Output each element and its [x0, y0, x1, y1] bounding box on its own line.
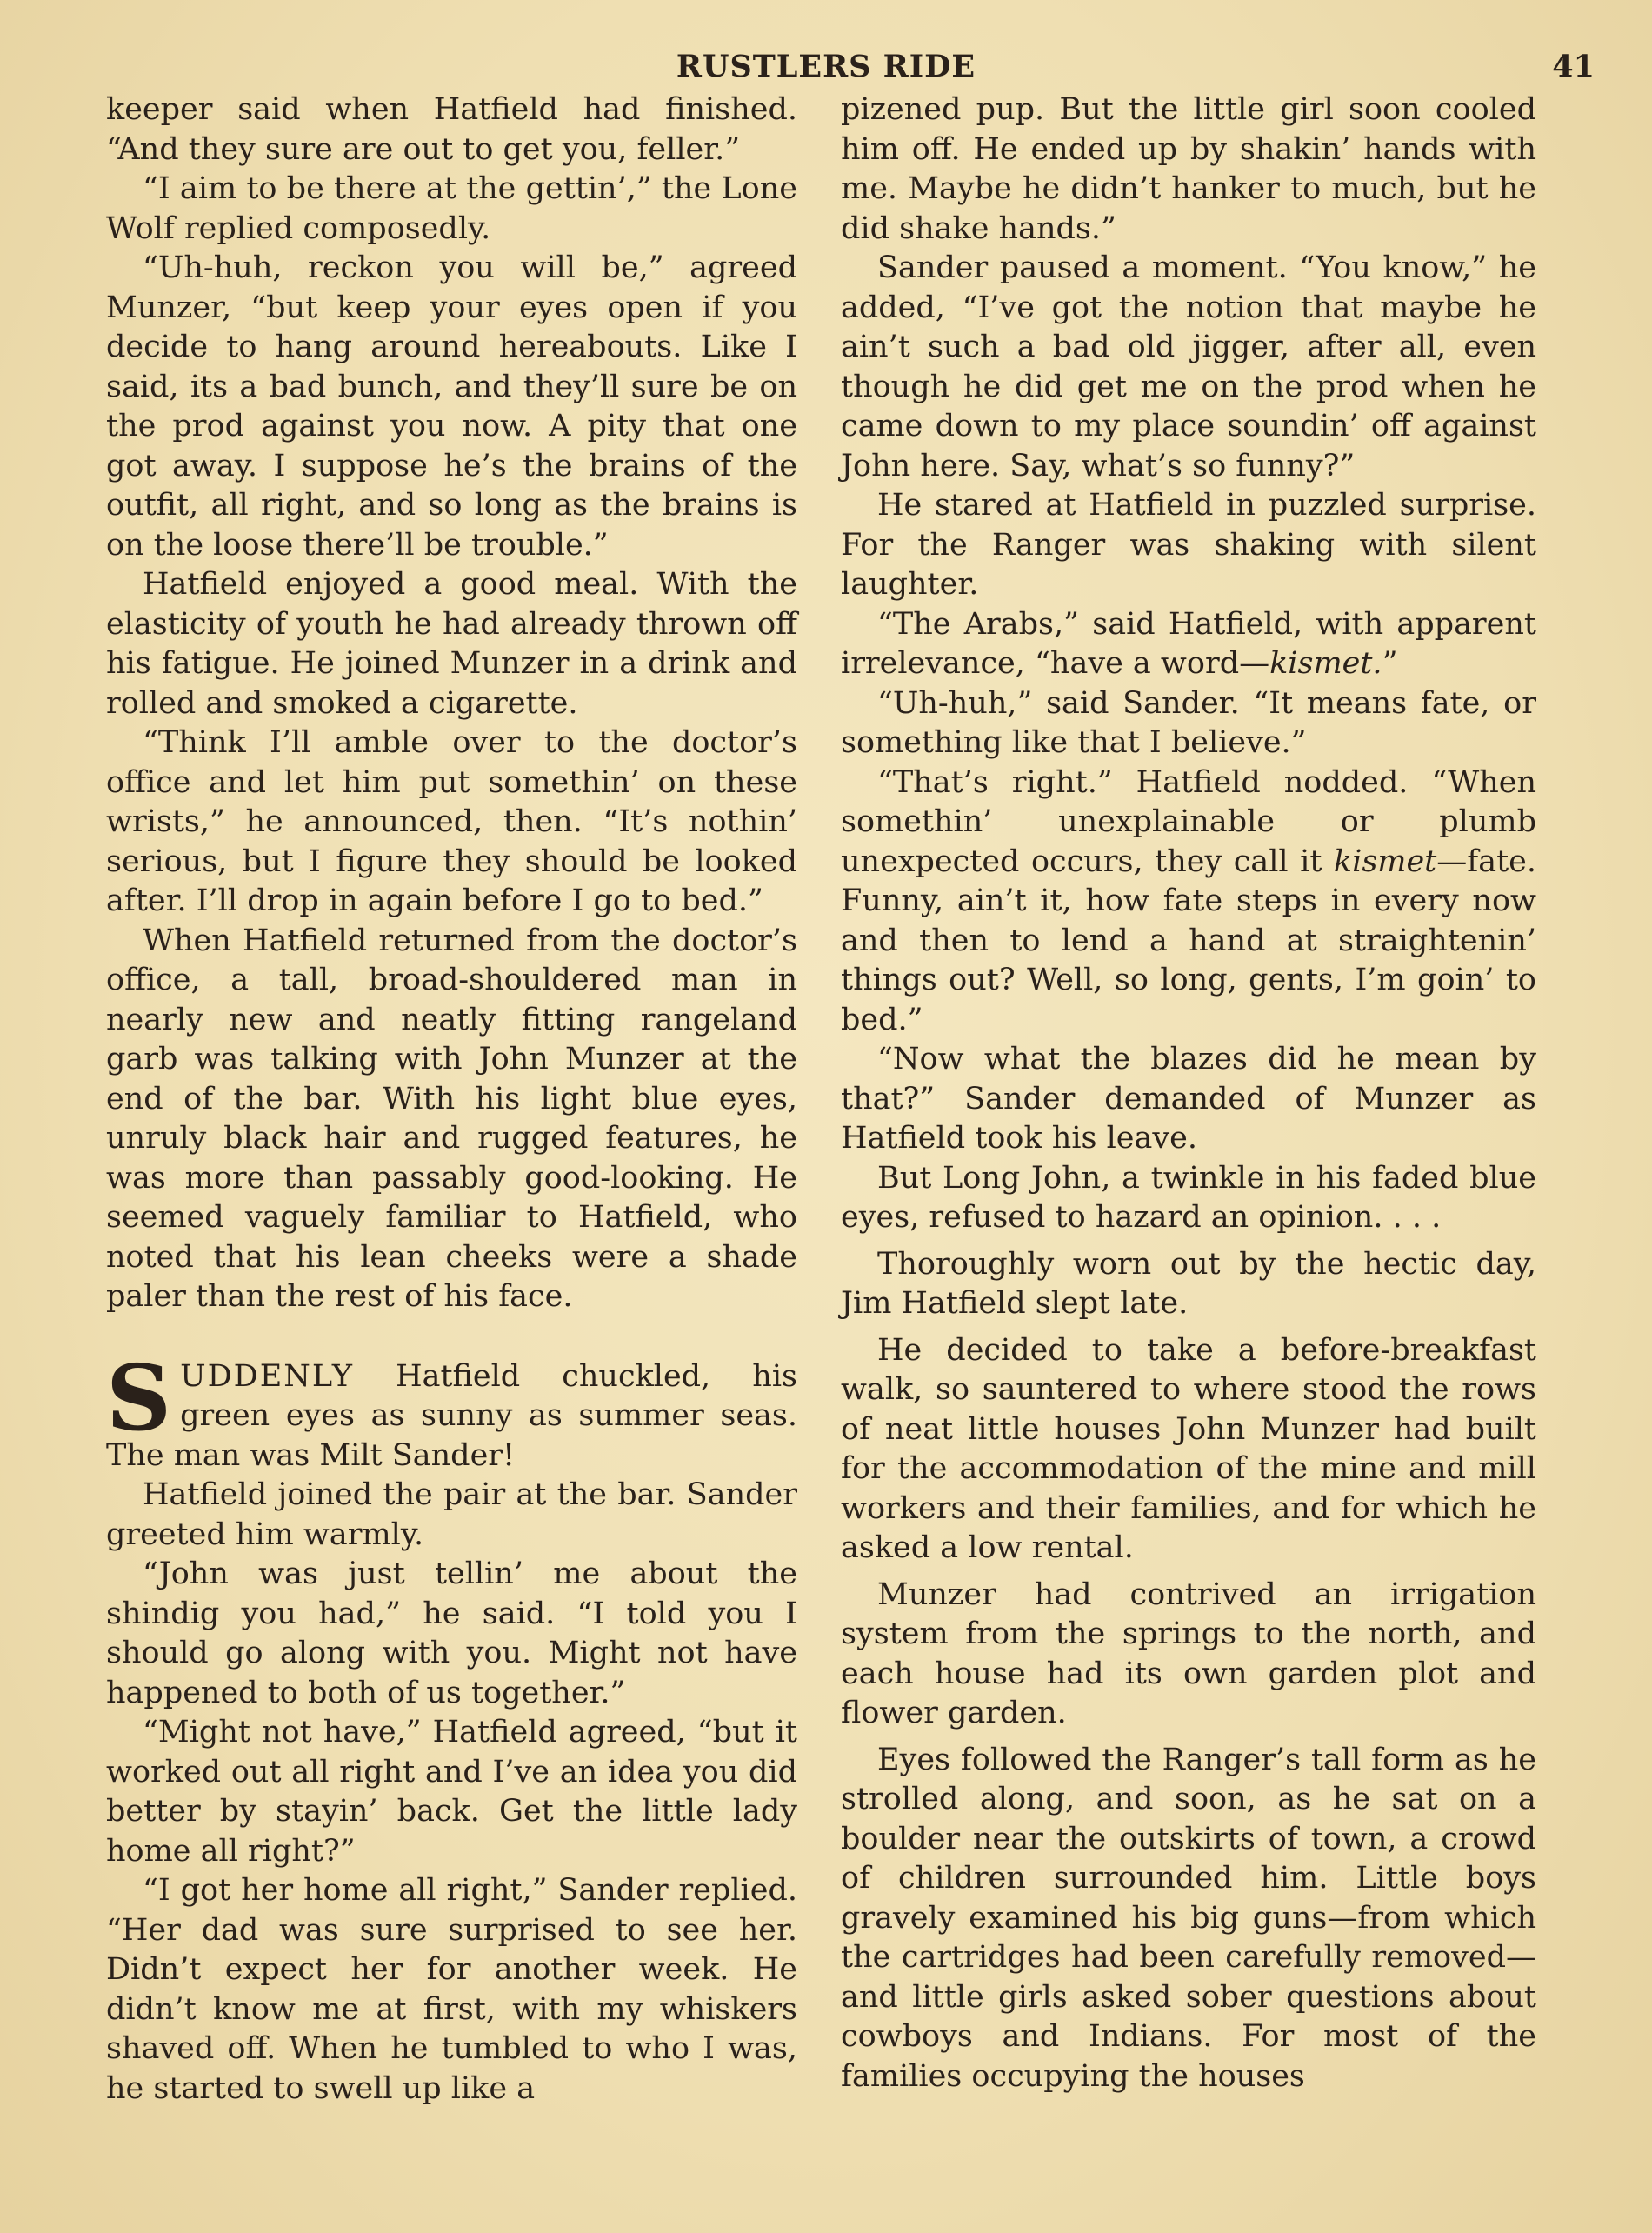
text-run: —fate. Funny, ain’t it, how fate steps in every now and then to lend a hand at straightenin’ things out? Well, so long, gents, I’m goin’ to bed.”	[841, 843, 1536, 1037]
italic-word: kismet.	[1269, 646, 1382, 681]
paragraph: Sander paused a moment. “You know,” he added, “I’ve got the notion that maybe he ain’t such a bad old jigger, after all, even though he did get me on the prod when he came down to my place soundin’ off against John here. Say, what’s so funny?”	[841, 250, 1536, 483]
running-title: RUSTLERS RIDE	[676, 49, 976, 84]
dropcap-lead: UDDENLY	[180, 1358, 355, 1394]
paragraph: “Now what the blazes did he mean by that?” Sander demanded of Munzer as Hatfield took his leave.	[841, 1042, 1536, 1156]
section-break	[106, 1317, 797, 1357]
paragraph: “I got her home all right,” Sander replied. “Her dad was sure surprised to see her. Didn’t expect her for another week. He didn’t know me at first, with my whiskers shaved off. When he tumbled to who I was, he started to swell up like a	[106, 1873, 797, 2106]
paragraph: Eyes followed the Ranger’s tall form as he strolled along, and soon, as he sat on a boulder near the outskirts of town, a crowd of children surrounded him. Little boys gravely examined his big guns—from which the cartridges had been carefully removed—and little girls asked sober questions about cowboys and Indians. For most of the families occupying the houses	[841, 1742, 1536, 2094]
paragraph: Hatfield joined the pair at the bar. Sander greeted him warmly.	[106, 1477, 797, 1552]
paragraph: He decided to take a before-breakfast walk, so sauntered to where stood the rows of neat little houses John Munzer had built for the accommodation of the mine and mill workers and their families, and for which he asked a low rental.	[841, 1332, 1536, 1565]
text-run: “The Arabs,” said Hatfield, with apparent irrelevance, “have a word—	[841, 606, 1536, 681]
section-break	[841, 1734, 1536, 1741]
paragraph: Munzer had contrived an irrigation system from the springs to the north, and each house had its own garden plot and flower garden.	[841, 1576, 1536, 1730]
section-break	[841, 1569, 1536, 1576]
paragraph: Thoroughly worn out by the hectic day, Jim Hatfield slept late.	[841, 1246, 1536, 1321]
paragraph	[841, 763, 1536, 1041]
dropcap-letter: S	[106, 1343, 172, 1451]
paragraph: “John was just tellin’ me about the shindig you had,” he said. “I told you I should go along with you. Might not have happened to both of us together.”	[106, 1556, 797, 1710]
dropcap-rest: Hatfield chuckled, his green eyes as sunny as summer seas. The man was Milt Sander!	[106, 1358, 797, 1473]
paragraph: keeper said when Hatfield had finished. “And they sure are out to get you, feller.”	[106, 92, 797, 167]
text-run: “That’s right.” Hatfield nodded. “When somethin’ unexplainable or plumb unexpected occurs, they call it	[841, 764, 1536, 879]
paragraph: “Uh-huh, reckon you will be,” agreed Munzer, “but keep your eyes open if you decide to hang around hereabouts. Like I said, its a bad bunch, and they’ll sure be on the prod against you now. A pity that one got away. I suppose he’s the brains of the outfit, all right, and so long as the brains is on the loose there’ll be trouble.”	[106, 250, 797, 563]
section-break	[841, 1238, 1536, 1245]
dropcap-paragraph	[106, 1343, 797, 1476]
paragraph: But Long John, a twinkle in his faded blue eyes, refused to hazard an opinion. . . .	[841, 1160, 1536, 1235]
paragraph: When Hatfield returned from the doctor’s office, a tall, broad-shouldered man in nearly new and neatly fitting rangeland garb was talking with John Munzer at the end of the bar. With his light blue eyes, unruly black hair and rugged features, he was more than passably good-looking. He seemed vaguely familiar to Hatfield, who noted that his lean cheeks were a shade paler than the rest of his face.	[106, 923, 797, 1314]
paragraph: pizened pup. But the little girl soon cooled him off. He ended up by shakin’ hands with me. Maybe he didn’t hanker to much, but he did shake hands.”	[841, 92, 1536, 246]
paragraph: “Think I’ll amble over to the doctor’s office and let him put somethin’ on these wrists,” he announced, then. “It’s nothin’ serious, but I figure they should be looked after. I’ll drop in again before I go to bed.”	[106, 725, 797, 918]
right-column	[841, 90, 1536, 2096]
italic-word: kismet	[1333, 843, 1437, 879]
page-number: 41	[1552, 49, 1595, 84]
paragraph: “Uh-huh,” said Sander. “It means fate, or something like that I believe.”	[841, 685, 1536, 760]
text-run: ”	[1382, 646, 1398, 681]
paragraph	[841, 605, 1536, 684]
paragraph: Hatfield enjoyed a good meal. With the elasticity of youth he had already thrown off his fatigue. He joined Munzer in a drink and rolled and smoked a cigarette.	[106, 567, 797, 721]
page-header	[0, 49, 1652, 87]
paragraph: He stared at Hatfield in puzzled surprise. For the Ranger was shaking with silent laughter.	[841, 488, 1536, 602]
paragraph: “Might not have,” Hatfield agreed, “but it worked out all right and I’ve an idea you did better by stayin’ back. Get the little lady home all right?”	[106, 1715, 797, 1869]
section-break	[841, 1324, 1536, 1331]
paragraph: “I aim to be there at the gettin’,” the Lone Wolf replied composedly.	[106, 171, 797, 246]
left-column	[106, 90, 797, 2109]
